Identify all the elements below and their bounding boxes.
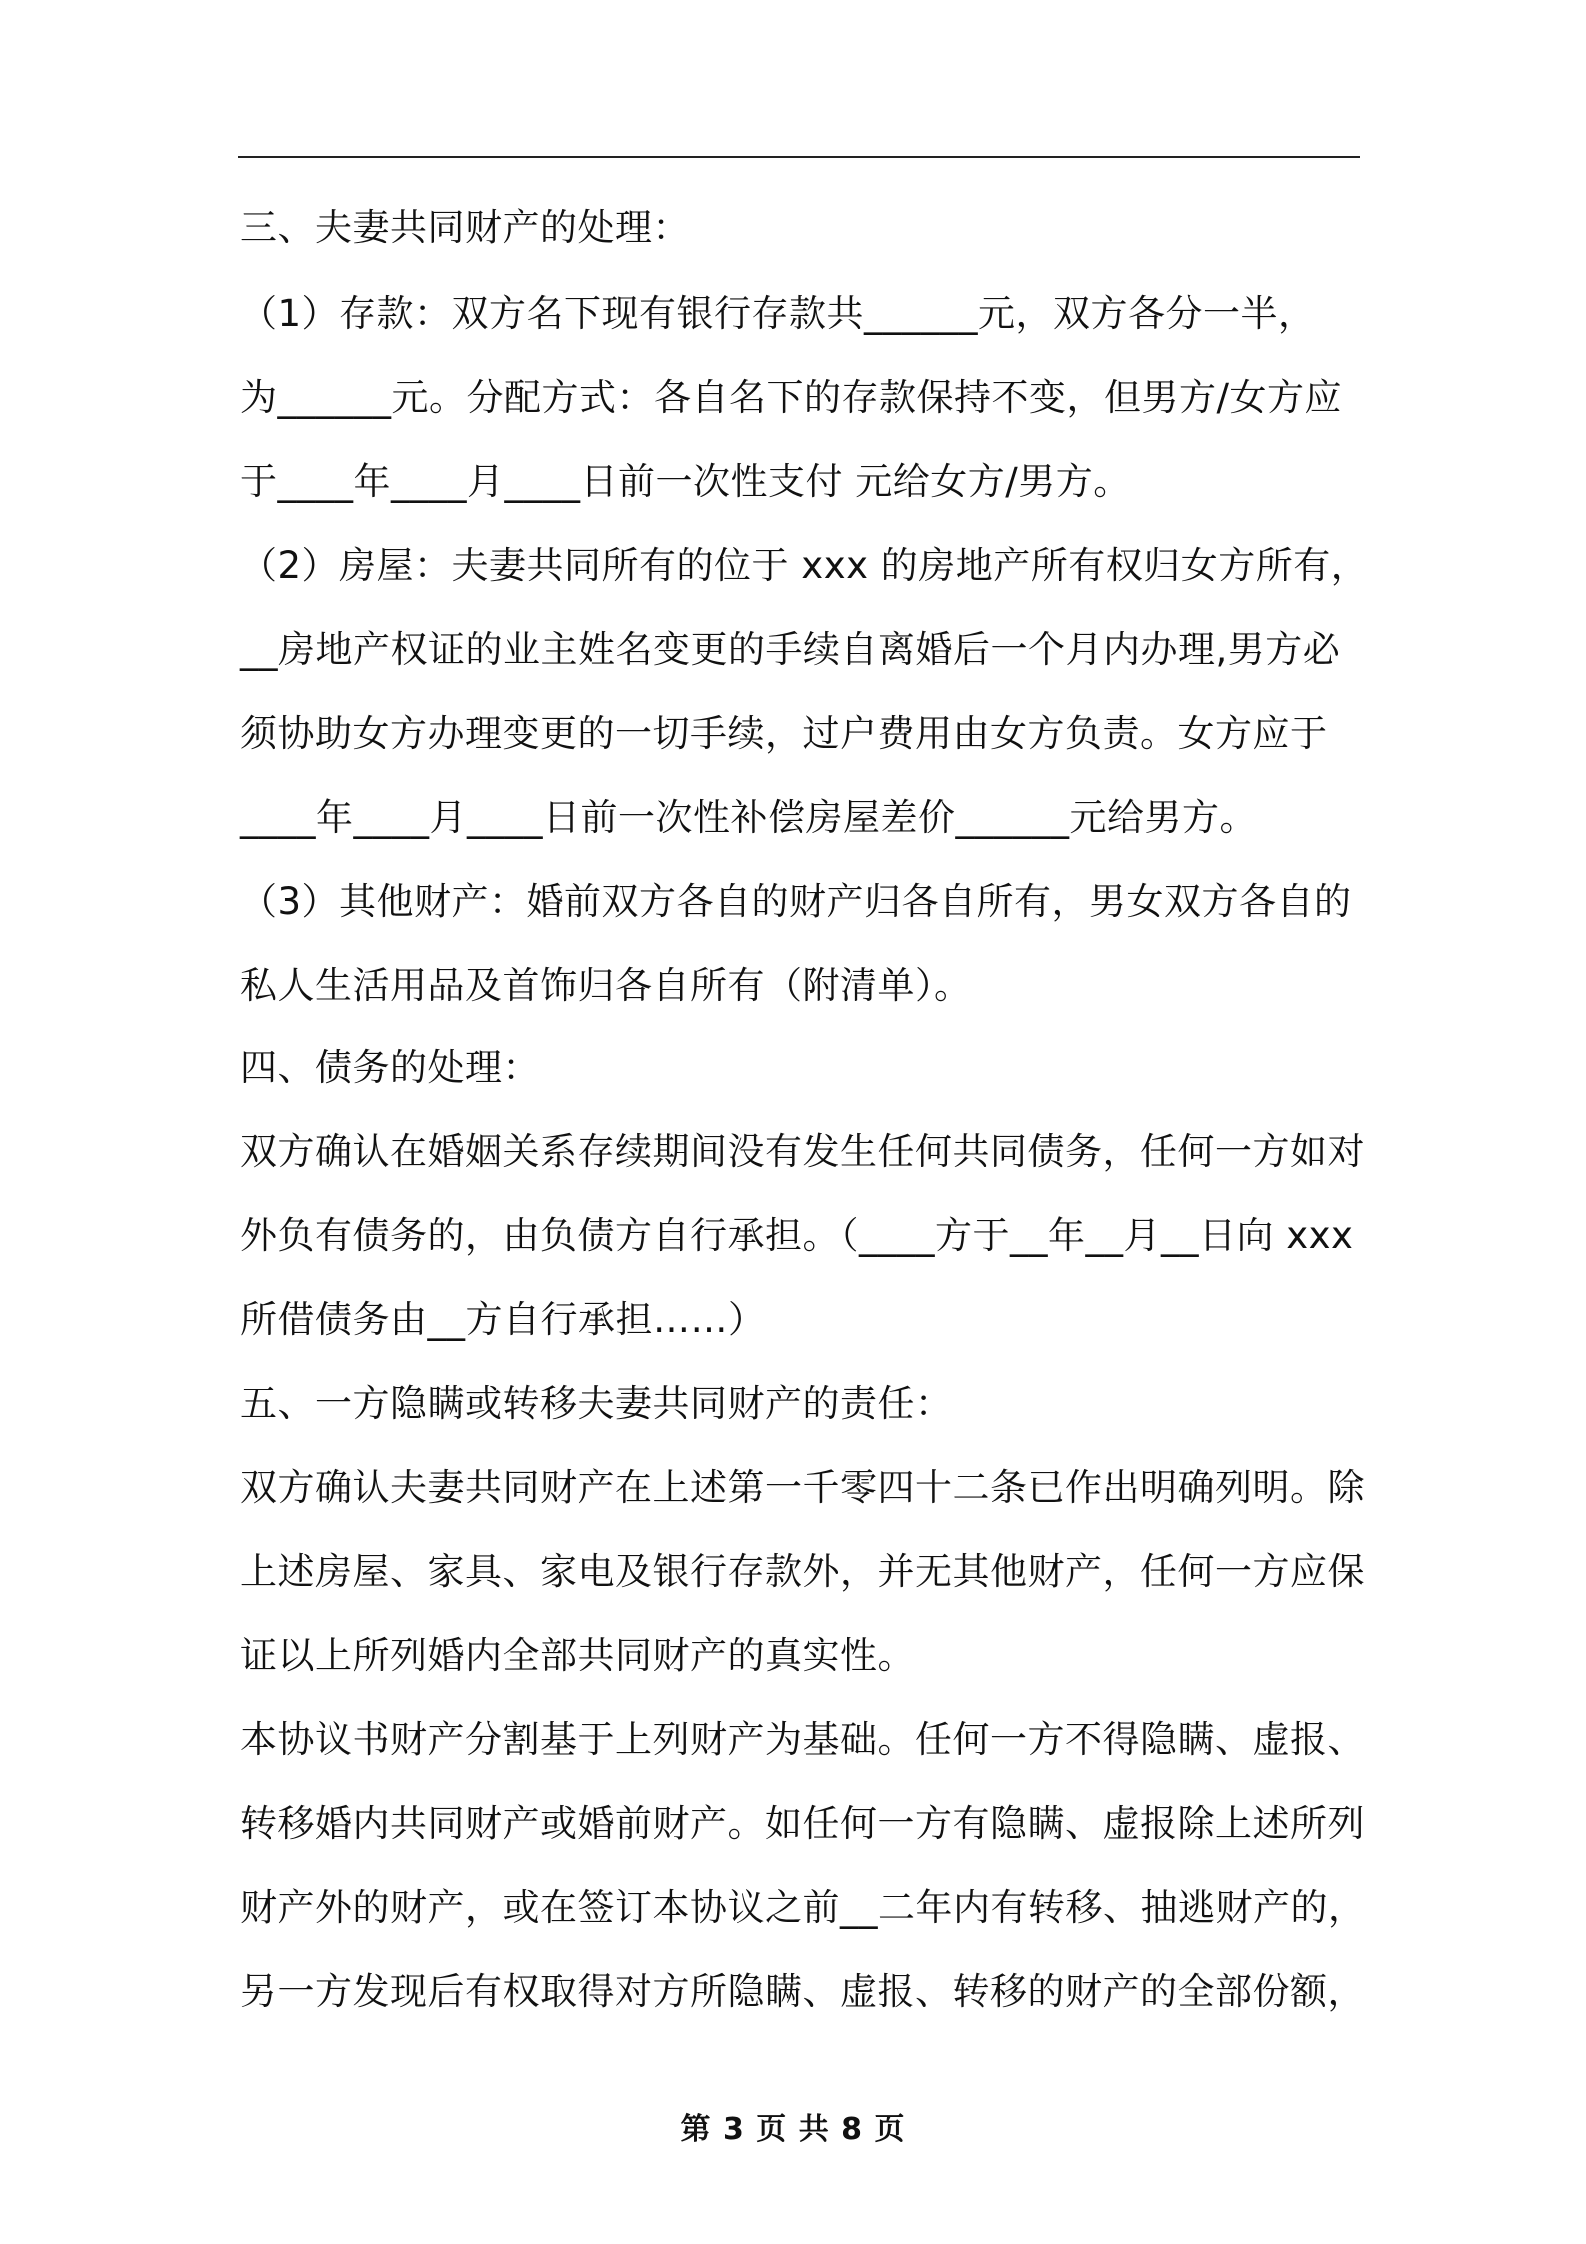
debt-clause-line-2: 外负有债务的，由负债方自行承担。（____方于__年__月__日向 xxx (240, 1214, 1354, 1257)
house-clause-line-4: ____年____月____日前一次性补偿房屋差价______元给男方。 (240, 796, 1257, 839)
other-property-line-1: （3）其他财产：婚前双方各自的财产归各自所有，男女双方各自的 (240, 880, 1352, 923)
agreement-basis-line-1: 本协议书财产分割基于上列财产为基础。任何一方不得隐瞒、虚报、 (240, 1718, 1365, 1761)
house-clause-line-1: （2）房屋：夫妻共同所有的位于 xxx 的房地产所有权归女方所有， (240, 544, 1369, 587)
agreement-basis-line-3: 财产外的财产，或在签订本协议之前__二年内有转移、抽逃财产的， (240, 1886, 1366, 1929)
debt-clause-line-1: 双方确认在婚姻关系存续期间没有发生任何共同债务，任何一方如对 (240, 1130, 1365, 1173)
deposit-clause-line-2: 为______元。分配方式：各自名下的存款保持不变，但男方/女方应 (240, 376, 1342, 419)
section-5-heading: 五、一方隐瞒或转移夫妻共同财产的责任： (240, 1382, 953, 1425)
other-property-line-2: 私人生活用品及首饰归各自所有（附清单）。 (240, 964, 972, 1007)
concealment-line-1: 双方确认夫妻共同财产在上述第一千零四十二条已作出明确列明。除 (240, 1466, 1365, 1509)
concealment-line-2: 上述房屋、家具、家电及银行存款外，并无其他财产，任何一方应保 (240, 1550, 1365, 1593)
deposit-clause-line-1: （1）存款：双方名下现有银行存款共______元，双方各分一半， (240, 292, 1316, 335)
deposit-clause-line-3: 于____年____月____日前一次性支付 元给女方/男方。 (240, 460, 1131, 503)
section-4-heading: 四、债务的处理： (240, 1046, 540, 1089)
debt-clause-line-3: 所借债务由__方自行承担……） (240, 1298, 766, 1341)
section-3-heading: 三、夫妻共同财产的处理： (240, 206, 690, 249)
page-number-footer: 第 3 页 共 8 页 (680, 2112, 906, 2147)
agreement-basis-line-4: 另一方发现后有权取得对方所隐瞒、虚报、转移的财产的全部份额， (240, 1970, 1365, 2013)
house-clause-line-2: __房地产权证的业主姓名变更的手续自离婚后一个月内办理,男方必 (240, 628, 1341, 671)
house-clause-line-3: 须协助女方办理变更的一切手续，过户费用由女方负责。女方应于 (240, 712, 1328, 755)
concealment-line-3: 证以上所列婚内全部共同财产的真实性。 (240, 1634, 915, 1677)
agreement-basis-line-2: 转移婚内共同财产或婚前财产。如任何一方有隐瞒、虚报除上述所列 (240, 1802, 1365, 1845)
header-rule (238, 156, 1360, 158)
